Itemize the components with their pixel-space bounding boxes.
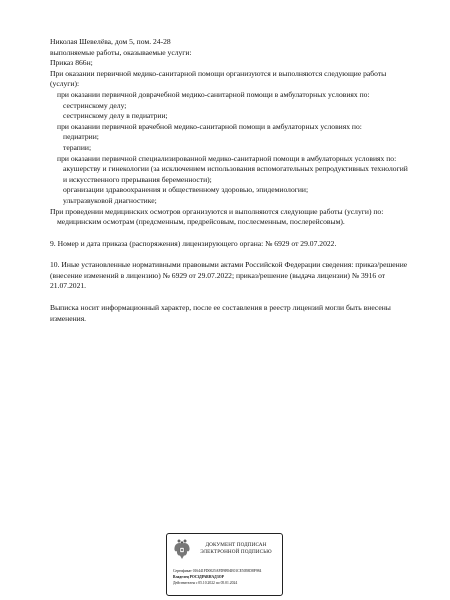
stamp-certificate: Сертификат 016441FD0025AFD9B94E01CE5058D8F984: [173, 569, 262, 573]
document-body: [50, 37, 410, 324]
document-line: ультразвуковой диагностике;: [63, 195, 157, 205]
document-line: организации здравоохранения и общественному здоровью, эпидемиологии;: [63, 185, 309, 195]
document-line: терапии;: [63, 142, 92, 152]
stamp-owner: Владелец РОСЗДРАВНАДЗОР: [173, 575, 224, 579]
document-line: 10. Иные установленные нормативными правовыми актами Российской Федерации сведения: приказ/решение (внесение изменений в лицензию) № 6929 от 29.07.2022; приказ/решение (выдача лицензии) № 3916 от 21.07.2021.: [50, 260, 408, 291]
document-line: При проведении медицинских осмотров организуются и выполняются следующие работы (услуги) по:: [50, 206, 384, 216]
document-line: сестринскому делу;: [63, 100, 127, 110]
document-line: при оказании первичной доврачебной медико-санитарной помощи в амбулаторных условиях по:: [57, 89, 370, 99]
document-line: Приказ 866н;: [50, 58, 93, 68]
document-line: Николая Шевелёва, дом 5, пом. 24-28: [50, 37, 171, 46]
document-line: выполняемые работы, оказываемые услуги:: [50, 47, 192, 57]
paragraph-gap: [50, 249, 410, 260]
electronic-signature-stamp: [166, 533, 283, 596]
document-line: 9. Номер и дата приказа (распоряжения) лицензирующего органа: № 6929 от 29.07.2022.: [50, 238, 337, 248]
document-line: Выписка носит информационный характер, после ее составления в реестр лицензий могли быть внесены изменения.: [50, 303, 391, 323]
stamp-title-line-2: ЭЛЕКТРОННОЙ ПОДПИСЬЮ: [200, 548, 272, 555]
document-line: акушерству и гинекологии (за исключением использования вспомогательных репродуктивных технологий и искусственного прерывания беременности);: [63, 164, 408, 184]
paragraph-gap: [50, 228, 410, 239]
document-line: При оказании первичной медико-санитарной помощи организуются и выполняются следующие работы (услуги):: [50, 68, 387, 89]
stamp-title-line-1: ДОКУМЕНТ ПОДПИСАН: [205, 542, 267, 548]
document-line: при оказании первичной врачебной медико-санитарной помощи в амбулаторных условиях по:: [57, 121, 362, 131]
stamp-title: [191, 542, 281, 555]
document-line: сестринскому делу в педиатрии;: [63, 111, 168, 121]
document-line: медицинским осмотрам (предсменным, предрейсовым, послесменным, послерейсовым).: [57, 217, 345, 227]
stamp-validity: Действителен с 05.10.2022 по 05.01.2024: [173, 581, 238, 585]
document-line: педиатрии;: [63, 132, 99, 142]
russian-coat-of-arms-icon: [173, 539, 191, 561]
paragraph-gap: [50, 292, 410, 303]
document-line: при оказании первичной специализированной медико-санитарной помощи в амбулаторных условиях по:: [57, 153, 397, 163]
stamp-details: [173, 568, 281, 586]
